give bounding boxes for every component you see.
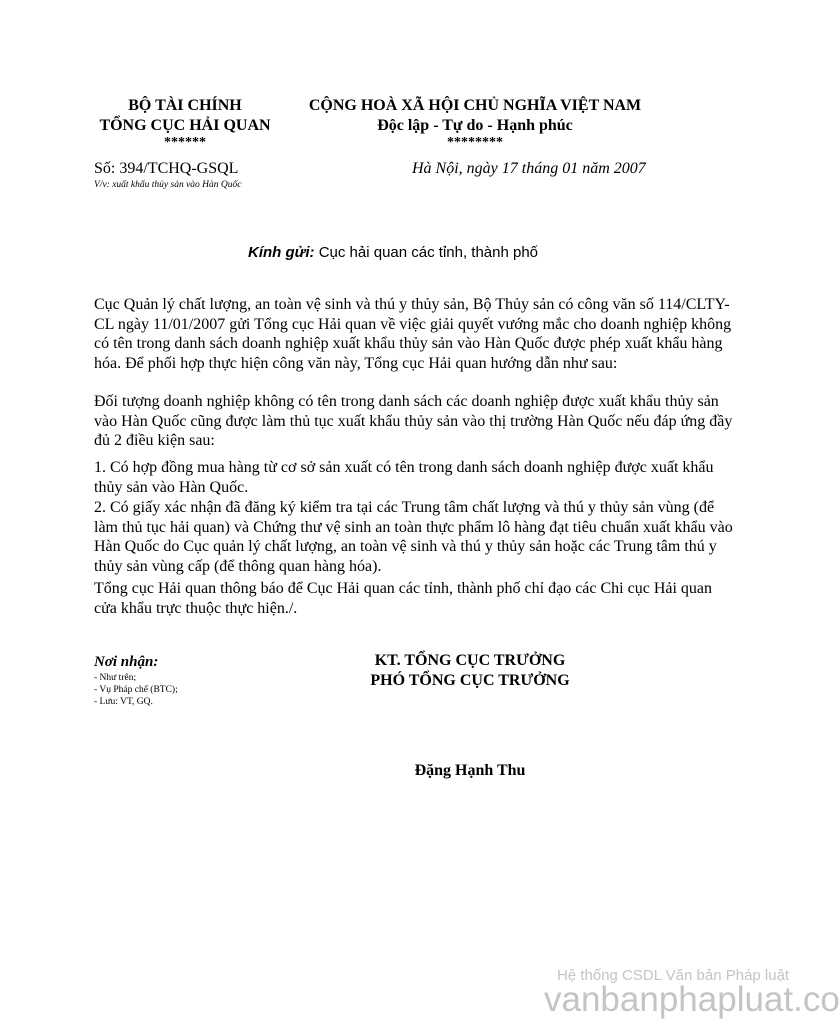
recipients-list xyxy=(94,672,178,708)
issuer-block xyxy=(60,96,310,150)
document-subject: V/v: xuất khẩu thủy sản vào Hàn Quốc xyxy=(94,180,242,190)
recipient-item: - Như trên; xyxy=(94,673,137,683)
body-paragraph-5: Tổng cục Hải quan thông báo để Cục Hải quan các tỉnh, thành phố chỉ đạo các Chi cục Hải quan cửa khẩu trực thuộc thực hiện./. xyxy=(94,580,713,617)
recipients-block xyxy=(94,653,178,708)
signature-title-2: PHÓ TỔNG CỤC TRƯỞNG xyxy=(370,672,570,689)
body-paragraph-1: Cục Quản lý chất lượng, an toàn vệ sinh và thú y thủy sản, Bộ Thủy sản có công văn số 114/CLTY-CL ngày 11/01/2007 gửi Tổng cục Hải quan về việc giải quyết vướng mắc cho doanh nghiệp không có tên trong danh sách doanh nghiệp xuất khẩu thủy sản vào Hàn Quốc được phép xuất khẩu hàng hóa. Để phối hợp thực hiện công văn này, Tổng cục Hải quan hướng dẫn như sau: xyxy=(94,296,732,372)
issuer-stars: ****** xyxy=(164,135,206,150)
body-paragraph-3: 1. Có hợp đồng mua hàng từ cơ sở sản xuất có tên trong danh sách doanh nghiệp được xuất khẩu thủy sản vào Hàn Quốc. xyxy=(94,459,714,496)
motto: Độc lập - Tự do - Hạnh phúc xyxy=(377,117,573,134)
signature-title-1: KT. TỔNG CỤC TRƯỞNG xyxy=(374,652,566,669)
national-header xyxy=(290,96,660,150)
country-name: CỘNG HOÀ XÃ HỘI CHỦ NGHĨA VIỆT NAM xyxy=(308,97,642,114)
signature-block xyxy=(345,651,595,691)
recipient-item: - Vụ Pháp chế (BTC); xyxy=(94,685,178,695)
watermark-line-1: Hệ thống CSDL Văn bản Pháp luật xyxy=(557,967,790,984)
motto-stars: ******** xyxy=(447,135,503,150)
recipient-value: Cục hải quan các tỉnh, thành phố xyxy=(318,244,539,261)
recipient-item: - Lưu: VT, GQ. xyxy=(94,697,153,707)
department-name: TỔNG CỤC HẢI QUAN xyxy=(99,117,271,134)
body-paragraph-2: Đối tượng doanh nghiệp không có tên trong danh sách các doanh nghiệp được xuất khẩu thủy sản vào Hàn Quốc cũng được làm thủ tục xuất khẩu thủy sản vào thị trường Hàn Quốc nếu đáp ứng đầy đủ 2 điều kiện sau: xyxy=(94,393,733,449)
ministry-name: BỘ TÀI CHÍNH xyxy=(128,97,242,114)
recipient-line xyxy=(248,244,538,262)
body-paragraph-4: 2. Có giấy xác nhận đã đăng ký kiểm tra tại các Trung tâm chất lượng và thú y thủy sản vùng (để làm thủ tục hải quan) và Chứng thư vệ sinh an toàn thực phẩm lô hàng đạt tiêu chuẩn xuất khẩu vào Hàn Quốc do Cục quản lý chất lượng, an toàn vệ sinh và thú y thủy sản hoặc các Trung tâm thú y thủy sản vùng cấp (để thông quan hàng hóa). xyxy=(94,499,733,575)
watermark-line-2: vanbanphapluat.co xyxy=(544,980,840,1019)
document-date: Hà Nội, ngày 17 tháng 01 năm 2007 xyxy=(412,160,646,177)
recipients-title: Nơi nhận: xyxy=(94,654,159,670)
signer-name: Đặng Hạnh Thu xyxy=(414,762,526,779)
recipient-label: Kính gửi: xyxy=(248,244,315,261)
document-number: Số: 394/TCHQ-GSQL xyxy=(94,160,239,177)
